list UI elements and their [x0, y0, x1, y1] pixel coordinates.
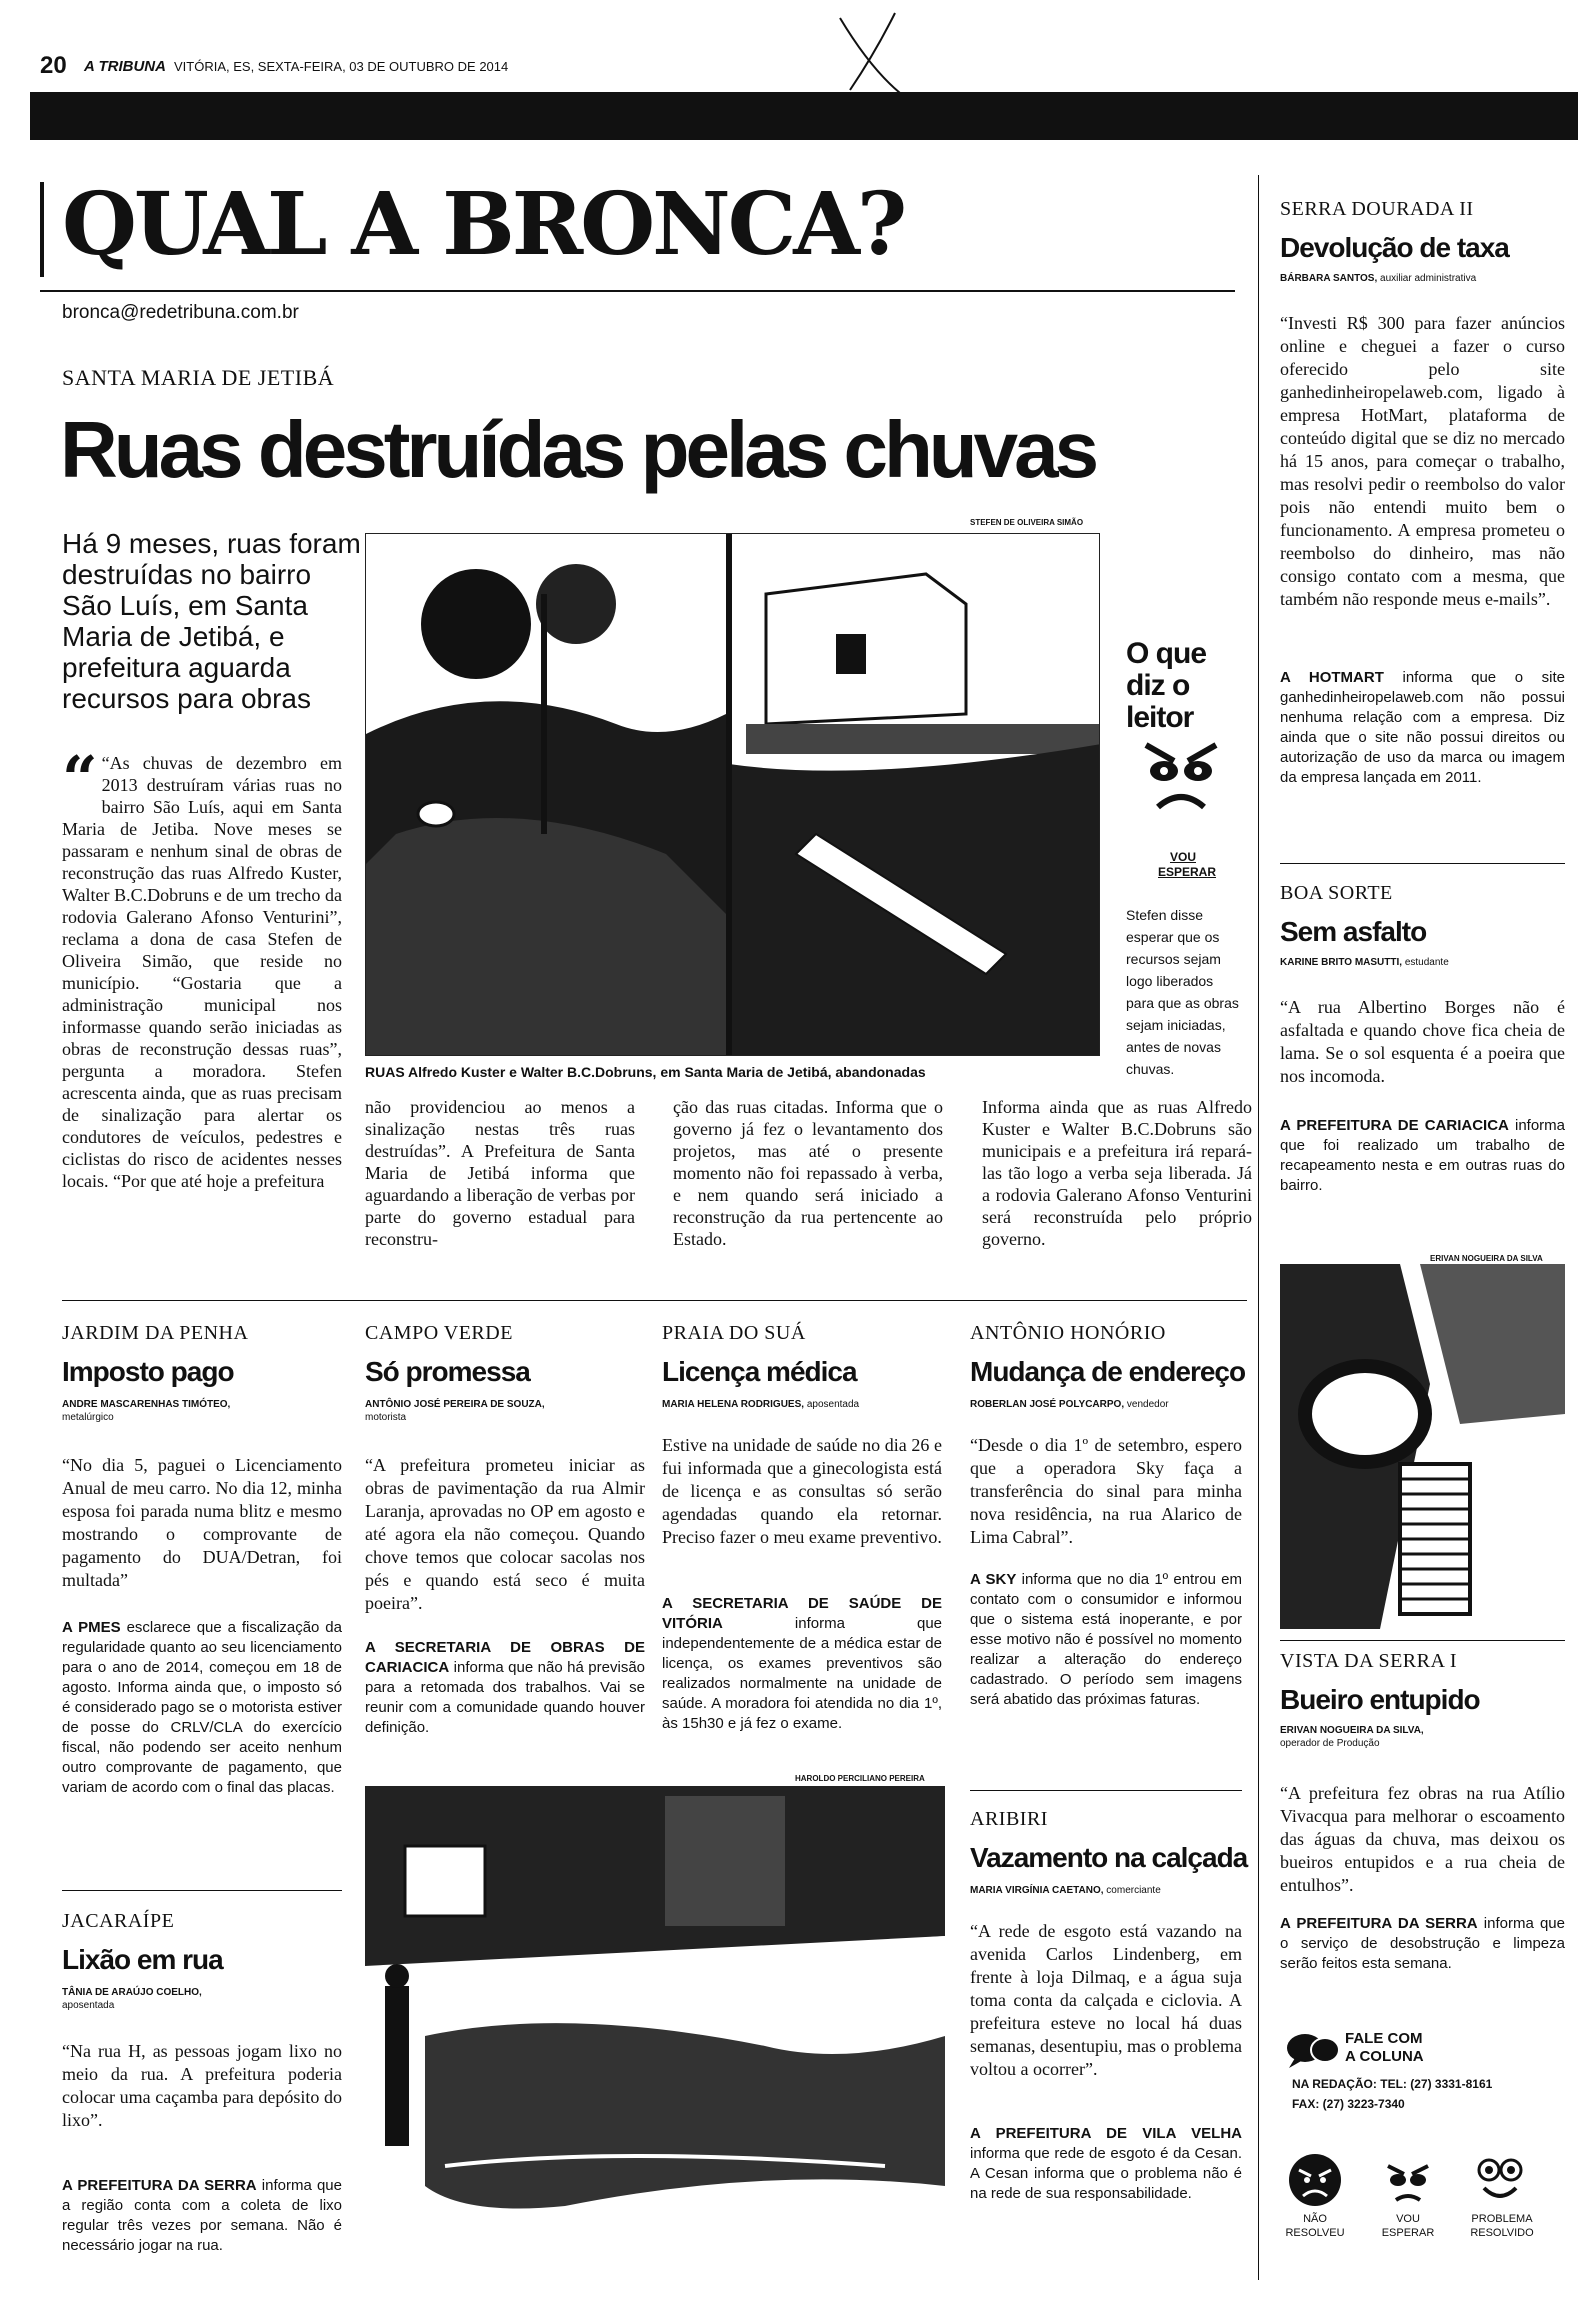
jacaraipe-role: aposentada: [62, 2000, 115, 2011]
vista-serra-author: ERIVAN NOGUEIRA DA SILVA,: [1280, 1725, 1424, 1736]
antonio-byline: [970, 1398, 1250, 1411]
leitor-text: Stefen disse esperar que os recursos sejam logo liberados para que as obras sejam iniciadas, antes de novas chuvas.: [1126, 907, 1239, 1077]
legend-vou-esperar: VOU ESPERAR: [1381, 2213, 1435, 2239]
main-photo: [365, 533, 1100, 1056]
contact-tel[interactable]: TEL: (27) 3331-8161: [1380, 2077, 1493, 2091]
jardim-byline: [62, 1398, 342, 1424]
handwritten-x-mark: [820, 8, 920, 98]
main-headline: Ruas destruídas pelas chuvas: [60, 405, 1096, 494]
main-section-label: SANTA MARIA DE JETIBÁ: [62, 365, 335, 390]
page-number: 20: [40, 52, 67, 79]
serra-dourada-complaint: “Investi R$ 300 para fazer anúncios online e cheguei a fazer o curso oferecido pelo site ganhedinheiropelaweb.com, ligado à empresa HotMart, plataforma de conteúdo digital que se diz no mercado há 15 anos, para começar o trabalho, mas resolvi pedir o reembolso do valor pois não entendi muito bem o funcionamento. A empresa prometeu o reembolso do dinheiro, mas não consigo contato com a mesma, que também não responde meus e-mails”.: [1280, 313, 1565, 609]
antonio-response: [970, 1570, 1242, 1710]
jacaraipe-complaint: “Na rua H, as pessoas jogam lixo no meio da rua. A prefeitura poderia colocar uma caçamba para depósito do lixo”.: [62, 2041, 342, 2130]
serra-dourada-headline: Devolução de taxa: [1280, 232, 1509, 263]
antonio-complaint: “Desde o dia 1º de setembro, espero que a operadora Sky faça a transferência do sinal para minha nova residência, na rua Alarico de Lima Cabral”.: [970, 1435, 1242, 1547]
boa-sorte-headline: Sem asfalto: [1280, 916, 1427, 947]
main-body-col2: não providenciou ao menos a sinalização nestas três ruas destruídas”. A Prefeitura de Santa Maria de Jetibá informa que aguardando a liberação de verbas por parte do governo estadual para reconstru-: [365, 1097, 635, 1249]
serra-dourada-response-lead: A HOTMART: [1280, 669, 1384, 686]
flood-photo-illustration: [365, 1786, 945, 2276]
main-photo-caption: RUAS Alfredo Kuster e Walter B.C.Dobruns, em Santa Maria de Jetibá, abandonadas: [365, 1064, 926, 1080]
jacaraipe-top-rule: [62, 1890, 342, 1891]
nao-resolveu-face-icon: [1287, 2152, 1343, 2208]
leitor-face-label: VOU ESPERAR: [1158, 850, 1217, 879]
campo-headline: Só promessa: [365, 1356, 530, 1387]
main-body-col4: Informa ainda que as ruas Alfredo Kuster e Walter B.C.Dobruns são municipais e a prefeitura irá repará-las tão logo a verba seja liberada. Já a rodovia Galerano Afonso Venturini será reconstruída pelo próprio governo.: [982, 1097, 1252, 1249]
antonio-role: vendedor: [1126, 1399, 1169, 1410]
praia-headline: Licença médica: [662, 1356, 857, 1387]
resolvido-face-icon: [1470, 2148, 1530, 2208]
jacaraipe-response-text: informa que a região conta com a coleta de lixo regular três vezes por semana. Não é necessário jogar na rua.: [62, 2177, 342, 2254]
serra-dourada-section: SERRA DOURADA II: [1280, 198, 1474, 220]
antonio-author: ROBERLAN JOSÉ POLYCARPO,: [970, 1399, 1125, 1410]
aribiri-response-text: informa que rede de esgoto é da Cesan. A Cesan informa que o problema não é na rede de sua responsabilidade.: [970, 2145, 1242, 2202]
contact-redacao-label: NA REDAÇÃO:: [1292, 2077, 1377, 2091]
drain-photo: [1280, 1264, 1565, 1629]
boa-sorte-byline: [1280, 956, 1570, 969]
main-photo-credit: STEFEN DE OLIVEIRA SIMÃO: [970, 518, 1084, 527]
contact-title-line-2: A COLUNA: [1345, 2048, 1424, 2065]
aribiri-author: MARIA VIRGÍNIA CAETANO,: [970, 1885, 1104, 1896]
boa-sorte-section: BOA SORTE: [1280, 882, 1393, 904]
serra-dourada-byline: [1280, 272, 1570, 285]
dateline: VITÓRIA, ES, SEXTA-FEIRA, 03 DE OUTUBRO DE 2014: [174, 59, 509, 74]
campo-response: [365, 1638, 645, 1738]
jacaraipe-author: TÂNIA DE ARAÚJO COELHO,: [62, 1987, 202, 1998]
sidebar-rule-1: [1280, 863, 1565, 864]
main-deck: Há 9 meses, ruas foram destruídas no bairro São Luís, em Santa Maria de Jetibá, e prefeitura aguarda recursos para obras: [62, 528, 361, 714]
antonio-section: ANTÔNIO HONÓRIO: [970, 1322, 1166, 1344]
contact-redacao: [1292, 2074, 1492, 2114]
left-vertical-rule: [40, 182, 44, 277]
aribiri-top-rule: [970, 1790, 1242, 1791]
sidebar-rule-2: [1280, 1640, 1565, 1641]
vista-serra-response-lead: A PREFEITURA DA SERRA: [1280, 1915, 1478, 1932]
campo-response-text: informa que não há previsão para a retomada dos trabalhos. Vai se reunir com a comunidade quando houver definição.: [365, 1659, 646, 1736]
jardim-response-text: esclarece que a fiscalização da regularidade quanto ao seu licenciamento para o ano de 2014, começou em 18 de agosto. Informa ainda que, o imposto só é considerado pago se o motorista estiver de posse do CRLV/CLA do exercício fiscal, não podendo ser aceito nenhum outro comprovante de pagamento, que variam de acordo com o final das placas.: [62, 1619, 342, 1796]
contact-title-line-1: FALE COM: [1345, 2030, 1423, 2047]
praia-response-lead: A SECRETARIA DE SAÚDE DE VITÓRIA: [662, 1595, 942, 1632]
main-body-col3: ção das ruas citadas. Informa que o governo já fez o levantamento dos projetos, mas até o presente momento não foi repassado à verba, e nem quando será iniciado a reconstrução da rua pertencente ao Estado.: [673, 1097, 943, 1249]
campo-response-lead: A SECRETARIA DE OBRAS DE CARIACICA: [365, 1639, 645, 1676]
jardim-response-lead: A PMES: [62, 1619, 121, 1636]
praia-section: PRAIA DO SUÁ: [662, 1322, 806, 1344]
column-email[interactable]: bronca@redetribuna.com.br: [62, 302, 299, 323]
praia-author: MARIA HELENA RODRIGUES,: [662, 1399, 805, 1410]
antonio-headline: Mudança de endereço: [970, 1356, 1246, 1387]
street-photo-illustration: [366, 534, 1100, 1056]
vista-serra-byline: [1280, 1724, 1480, 1750]
jardim-complaint: “No dia 5, paguei o Licenciamento Anual de meu carro. No dia 12, minha esposa foi parada numa blitz e mesmo mostrando o comprovante de pagamento do DUA/Detran, foi multada”: [62, 1455, 342, 1590]
vista-serra-complaint: “A prefeitura fez obras na rua Atílio Vivacqua para melhorar o escoamento das águas da chuva, mas deixou os bueiros entupidos e a rua cheia de entulhos”.: [1280, 1783, 1565, 1895]
boa-sorte-response: [1280, 1116, 1565, 1196]
jacaraipe-section: JACARAÍPE: [62, 1910, 175, 1932]
campo-author: ANTÔNIO JOSÉ PEREIRA DE SOUZA,: [365, 1399, 545, 1410]
antonio-response-lead: A SKY: [970, 1571, 1017, 1588]
main-body-text-1: “As chuvas de dezembro em 2013 destruíram várias ruas no bairro São Luís, aqui em Santa Maria de Jetiba. Nove meses se passaram e nenhum sinal de obras de reconstrução das ruas Alfredo Kuster, Walter B.C.Dobruns e de um trecho da rodovia Galerano Afonso Venturini”, reclama a dona de casa Stefen de Oliveira Simão, que reside no município. “Gostaria que a administração municipal nos informasse quando serão iniciadas as obras de reconstrução dessas ruas”, pergunta a moradora. Stefen acrescenta ainda, que as ruas precisam de sinalização para alertar os condutores de veículos, pedestres e ciclistas do risco de acidentes nesses locais. “Por que até hoje a prefeitura: [62, 753, 342, 1191]
vista-serra-response: [1280, 1914, 1565, 1974]
contact-title: [1345, 2030, 1424, 2066]
drop-quote-mark: “: [62, 742, 98, 815]
aribiri-section: ARIBIRI: [970, 1808, 1048, 1830]
boa-sorte-author: KARINE BRITO MASUTTI,: [1280, 957, 1403, 968]
flood-photo: [365, 1786, 945, 2276]
campo-complaint: “A prefeitura prometeu iniciar as obras de pavimentação da rua Almir Laranja, aprovadas no OP em agosto e até agora ela não começou. Quando chove temos que colocar sacolas nos pés e quando está seco é muita poeira”.: [365, 1455, 645, 1613]
chat-bubble-icon: [1285, 2030, 1341, 2070]
boa-sorte-role: estudante: [1404, 957, 1449, 968]
contact-fax: FAX: (27) 3223-7340: [1292, 2097, 1405, 2111]
title-underline: [40, 290, 1235, 292]
praia-response: [662, 1594, 942, 1734]
praia-role: aposentada: [806, 1399, 860, 1410]
campo-byline: [365, 1398, 645, 1424]
boa-sorte-response-lead: A PREFEITURA DE CARIACICA: [1280, 1117, 1509, 1134]
serra-dourada-response: [1280, 668, 1565, 788]
brand-logo: A TRIBUNA: [84, 58, 166, 75]
aribiri-byline: [970, 1884, 1250, 1897]
aribiri-headline: Vazamento na calçada: [970, 1842, 1248, 1873]
aribiri-role: comerciante: [1106, 1885, 1161, 1896]
page-header: [40, 50, 1560, 84]
aribiri-complaint: “A rede de esgoto está vazando na avenida Carlos Lindenberg, em frente à loja Dilmaq, e a água suja toma conta da calçada e ciclovia. A prefeitura esteve no local há duas semanas, desentupiu, mas o problema voltou a ocorrer”.: [970, 1921, 1242, 2079]
vou-esperar-face-icon: [1380, 2152, 1436, 2208]
leitor-title: O que diz o leitor: [1126, 637, 1207, 734]
legend-nao-resolveu: NÃO RESOLVEU: [1285, 2213, 1345, 2239]
jardim-response: [62, 1618, 342, 1798]
drain-photo-illustration: [1280, 1264, 1565, 1629]
boa-sorte-complaint: “A rua Albertino Borges não é asfaltada e quando chove fica cheia de lama. Se o sol esquenta é a poeira que nos incomoda.: [1280, 997, 1565, 1086]
jacaraipe-response-lead: A PREFEITURA DA SERRA: [62, 2177, 257, 2194]
row2-top-rule: [62, 1300, 1247, 1301]
serra-dourada-role: auxiliar administrativa: [1380, 273, 1477, 284]
vista-serra-response-text: informa que o serviço de desobstrução e limpeza serão feitos esta semana.: [1280, 1915, 1565, 1972]
main-body-col1: [62, 742, 342, 1192]
flood-photo-credit: HAROLDO PERCILIANO PEREIRA: [795, 1774, 925, 1783]
vista-serra-headline: Bueiro entupido: [1280, 1684, 1480, 1715]
aribiri-response: [970, 2124, 1242, 2204]
praia-byline: [662, 1398, 942, 1411]
angry-face-icon: [1126, 735, 1236, 815]
campo-role: motorista: [365, 1412, 407, 1423]
header-black-bar: [30, 92, 1578, 140]
boa-sorte-response-text: informa que foi realizado um trabalho de recapeamento nesta e em outras ruas do bairro.: [1280, 1117, 1566, 1194]
jardim-author: ANDRE MASCARENHAS TIMÓTEO,: [62, 1399, 231, 1410]
jacaraipe-headline: Lixão em rua: [62, 1944, 223, 1975]
praia-response-text: informa que independentemente de a médica estar de licença, os exames preventivos são realizados normalmente na unidade de saúde. A moradora foi atendida no dia 1º, às 15h30 e já fez o exame.: [662, 1615, 943, 1732]
jacaraipe-response: [62, 2176, 342, 2256]
jardim-role: metalúrgico: [62, 1412, 114, 1423]
column-title: QUAL A BRONCA?: [62, 174, 905, 275]
jardim-section: JARDIM DA PENHA: [62, 1322, 249, 1344]
praia-complaint: Estive na unidade de saúde no dia 26 e fui informada que a ginecologista está de licença e as consultas só serão agendadas quando ela retornar. Preciso fazer o meu exame preventivo.: [662, 1435, 942, 1547]
sidebar-divider: [1258, 175, 1259, 2280]
boa-sorte-photo-credit: ERIVAN NOGUEIRA DA SILVA: [1430, 1254, 1543, 1263]
jacaraipe-byline: [62, 1986, 342, 2012]
vista-serra-section: VISTA DA SERRA I: [1280, 1650, 1457, 1672]
aribiri-response-lead: A PREFEITURA DE VILA VELHA: [970, 2125, 1242, 2142]
serra-dourada-response-text: informa que o site ganhedinheiropelaweb.com não possui nenhuma relação com a empresa. Diz ainda que o site não possui direitos ou autorização de uso da marca ou imagem da empresa lançada em 2011.: [1280, 669, 1566, 786]
legend-resolvido: PROBLEMA RESOLVIDO: [1470, 2213, 1534, 2239]
vista-serra-role: operador de Produção: [1280, 1738, 1380, 1749]
campo-section: CAMPO VERDE: [365, 1322, 513, 1344]
antonio-response-text: informa que no dia 1º entrou em contato com o consumidor e informou que o sistema está inoperante, e por esse motivo não é possível no momento realizar a alteração do endereço cadastrado. O período sem imagens será abatido das próximas faturas.: [970, 1571, 1242, 1708]
jardim-headline: Imposto pago: [62, 1356, 234, 1387]
serra-dourada-author: BÁRBARA SANTOS,: [1280, 273, 1378, 284]
